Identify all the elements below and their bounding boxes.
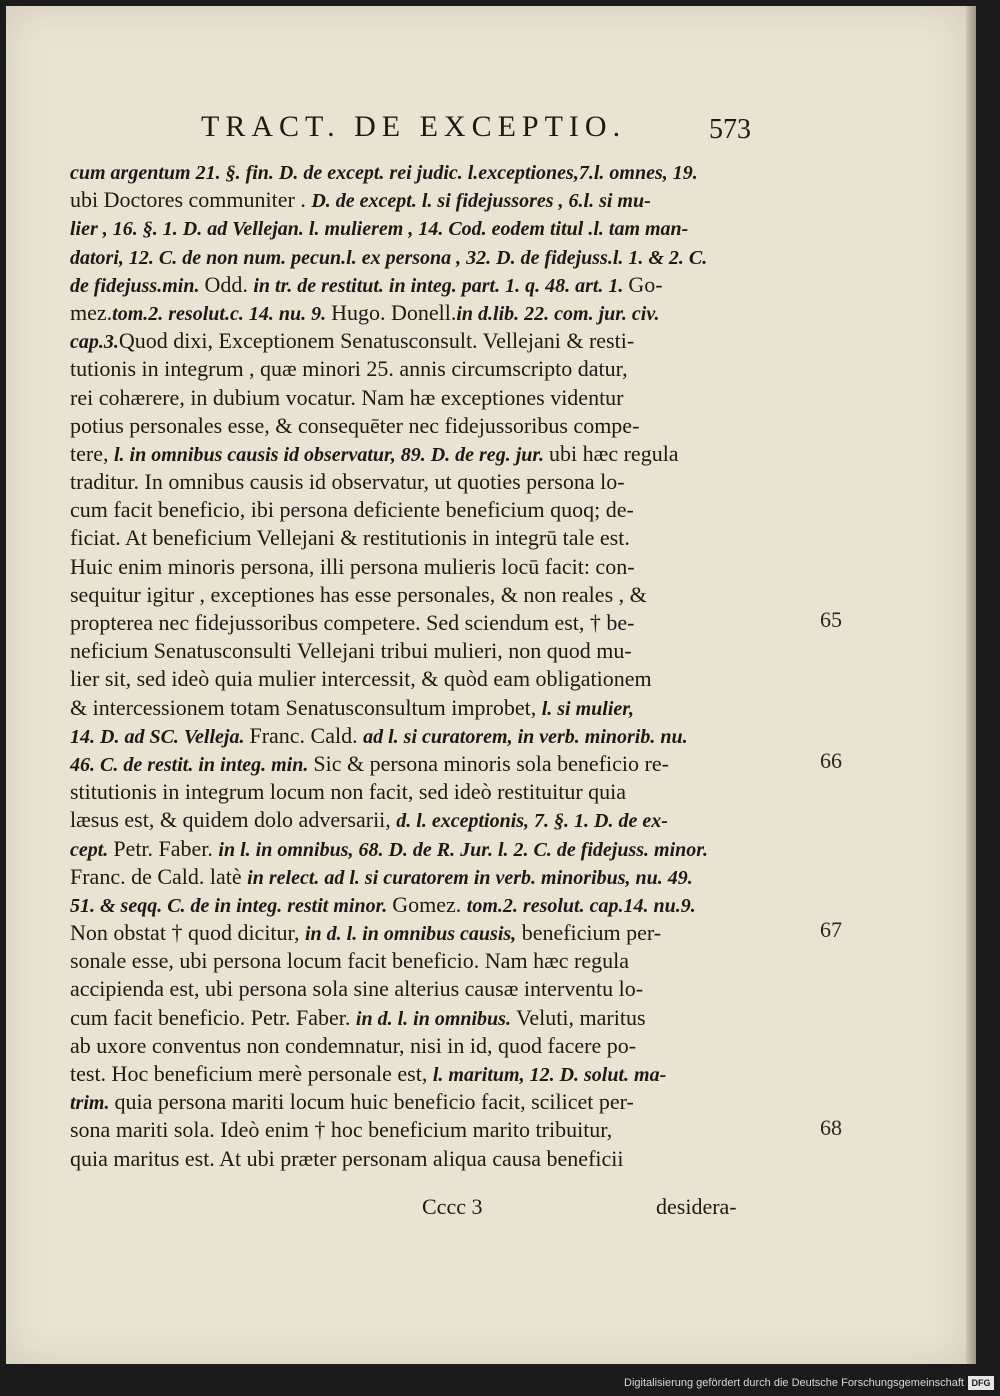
text-line [70,271,754,299]
citation-text: cap.3. [70,331,119,354]
text-line [70,835,754,863]
citation-text: 46. C. de restit. in integ. min. [70,753,314,776]
body-text-run: quia persona mariti locum huic beneficio facit, scilicet per- [114,1089,634,1115]
text-line [70,750,754,778]
body-text-run: cum facit beneficio. Petr. Faber. [70,1004,356,1030]
text-line [70,440,754,468]
body-text-run: traditur. In omnibus causis id observatur, ut quoties persona lo- [70,469,625,495]
body-text-run: Odd. [204,271,254,297]
page-edge [966,6,976,1364]
body-text-run: lier sit, sed ideò quia mulier intercessit, & quòd eam obligationem [70,666,652,692]
credit-text: Digitalisierung gefördert durch die Deutsche Forschungsgemeinschaft [624,1377,964,1389]
body-text-run: mez. [70,299,113,325]
page-number: 573 [709,114,751,145]
text-line [70,1145,754,1173]
body-text-run: accipienda est, ubi persona sola sine alterius causæ interventu lo- [70,976,644,1002]
citation-text: in d.lib. 22. com. jur. civ. [456,302,660,325]
citation-text: cept. [70,838,114,861]
text-line [70,806,754,834]
signature-mark: Cccc 3 [422,1194,483,1219]
text-line [70,186,754,214]
body-text-run: Gomez. [392,891,467,917]
body-text-run: ficiat. At beneficium Vellejani & restitutionis in integrū tale est. [70,525,630,551]
text-line [70,327,754,355]
body-text-run: Franc. de Cald. latè [70,863,248,889]
text-line [70,1060,754,1088]
citation-text: cum argentum 21. §. fin. D. de except. rei judic. l.exceptiones,7.l. omnes, 19. [70,162,698,184]
text-line [70,299,754,327]
marginal-number: 66 [820,748,842,774]
body-text-run: Quod dixi, Exceptionem Senatusconsult. Vellejani & resti- [118,328,635,354]
citation-text: d. l. exceptionis, 7. §. 1. D. de ex- [396,810,668,833]
text-line [70,243,754,271]
body-text-run: Franc. Cald. [249,722,364,748]
body-text-run: sequitur igitur , exceptiones has esse personales, & non reales , & [70,581,647,607]
page-footer [70,1194,754,1224]
citation-text: de fidejuss.min. [70,274,205,297]
text-line [70,581,754,609]
body-text-run: ubi Doctores communiter . [70,187,312,213]
marginal-number: 65 [820,607,842,633]
body-text-run: beneficium per- [516,920,662,946]
text-line [70,1088,754,1116]
body-text-run: propterea nec fidejussoribus competere. Sed sciendum est, † be- [70,610,635,635]
body-text-run: test. Hoc beneficium merè personale est, [70,1061,433,1086]
text-line [70,1032,754,1060]
body-text-run: stitutionis in integrum locum non facit, sed ideò restituitur quia [70,779,627,805]
book-page [6,6,966,1364]
citation-text: l. in omnibus causis id observatur, 89. D. de reg. jur. [113,443,550,466]
text-line [70,778,754,806]
body-text-run: potius personales esse, & consequēter nec fidejussoribus compe- [70,412,640,438]
citation-text: trim. [70,1092,115,1115]
text-line [70,214,754,242]
marginal-number: 68 [820,1114,842,1140]
body-text-run: Hugo. Donell. [331,299,457,325]
body-text-run: Huic enim minoris persona, illi persona mulieris locū facit: con- [70,553,635,579]
citation-text: l. maritum, 12. D. solut. ma- [432,1064,667,1086]
text-line [70,553,754,581]
citation-text: l. si mulier, [541,697,634,720]
text-line [70,496,754,524]
citation-text: 14. D. ad SC. Velleja. [70,725,250,748]
credit-bar [0,1372,1000,1396]
body-text-run: Petr. Faber. [113,835,219,861]
text-line [70,722,754,750]
page-header [201,110,801,150]
text-line [70,158,754,186]
body-text-run: Sic & persona minoris sola beneficio re- [313,750,669,776]
body-text-run: tutionis in integrum , quæ minori 25. annis circumscripto datur, [70,356,628,382]
citation-text: in d. l. in omnibus causis, [305,923,517,946]
body-text-run: sonale esse, ubi persona locum facit beneficio. Nam hæc regula [70,948,629,974]
citation-text: tom.2. resolut. cap.14. nu.9. [466,894,696,917]
citation-text: D. de except. l. si fidejussores , 6.l. si mu- [311,190,651,213]
text-line [70,919,754,947]
text-line [70,694,754,722]
text-line [70,609,754,637]
citation-text: in d. l. in omnibus. [355,1007,516,1030]
body-text-run: ubi hæc regula [549,440,679,466]
text-line [70,1116,754,1144]
text-line [70,468,754,496]
text-line [70,355,754,383]
citation-text: in tr. de restitut. in integ. part. 1. q. 48. art. 1. [253,274,629,297]
body-text-run: rei cohærere, in dubium vocatur. Nam hæ exceptiones videntur [70,384,624,410]
text-line [70,1004,754,1032]
body-text-run: Veluti, maritus [515,1004,646,1030]
citation-text: 51. & seqq. C. de in integ. restit minor. [70,894,393,917]
marginal-number: 67 [820,917,842,943]
text-line [70,637,754,665]
body-text-run: neficium Senatusconsulti Vellejani tribui mulieri, non quod mu- [70,638,632,664]
citation-text: tom.2. resolut.c. 14. nu. 9. [112,302,332,325]
body-text-run: quia maritus est. At ubi præter personam aliqua causa beneficii [70,1145,624,1171]
text-line [70,665,754,693]
running-title: TRACT. DE EXCEPTIO. [201,110,627,143]
body-text-run: sona mariti sola. Ideò enim † hoc beneficium marito tribuitur, [70,1117,613,1143]
text-line [70,412,754,440]
body-text-run: Non obstat † quod dicitur, [70,920,305,946]
body-text-run: ab uxore conventus non condemnatur, nisi in id, quod facere po- [70,1032,637,1058]
body-text-run: & intercessionem totam Senatusconsultum improbet, [70,694,542,720]
citation-text: ad l. si curatorem, in verb. minorib. nu. [363,725,688,748]
citation-text: lier , 16. §. 1. D. ad Vellejan. l. mulierem , 14. Cod. eodem titul .l. tam man- [70,218,689,241]
text-line [70,524,754,552]
body-text-run: Go- [628,271,663,297]
dfg-logo-icon: DFG [968,1376,994,1390]
body-text-run: cum facit beneficio, ibi persona deficiente beneficium quoq; de- [70,497,634,523]
citation-text: datori, 12. C. de non num. pecun.l. ex persona , 32. D. de fidejuss.l. 1. & 2. C. [70,246,708,269]
citation-text: in relect. ad l. si curatorem in verb. minoribus, nu. 49. [247,866,693,889]
text-line [70,863,754,891]
text-line [70,975,754,1003]
body-text [70,158,842,1173]
body-text-run: læsus est, & quidem dolo adversarii, [70,807,397,833]
text-line [70,891,754,919]
body-text-run: tere, [70,440,114,466]
text-line [70,947,754,975]
citation-text: in l. in omnibus, 68. D. de R. Jur. l. 2. C. de fidejuss. minor. [218,838,708,861]
catchword: desidera- [656,1194,737,1219]
text-line [70,384,754,412]
